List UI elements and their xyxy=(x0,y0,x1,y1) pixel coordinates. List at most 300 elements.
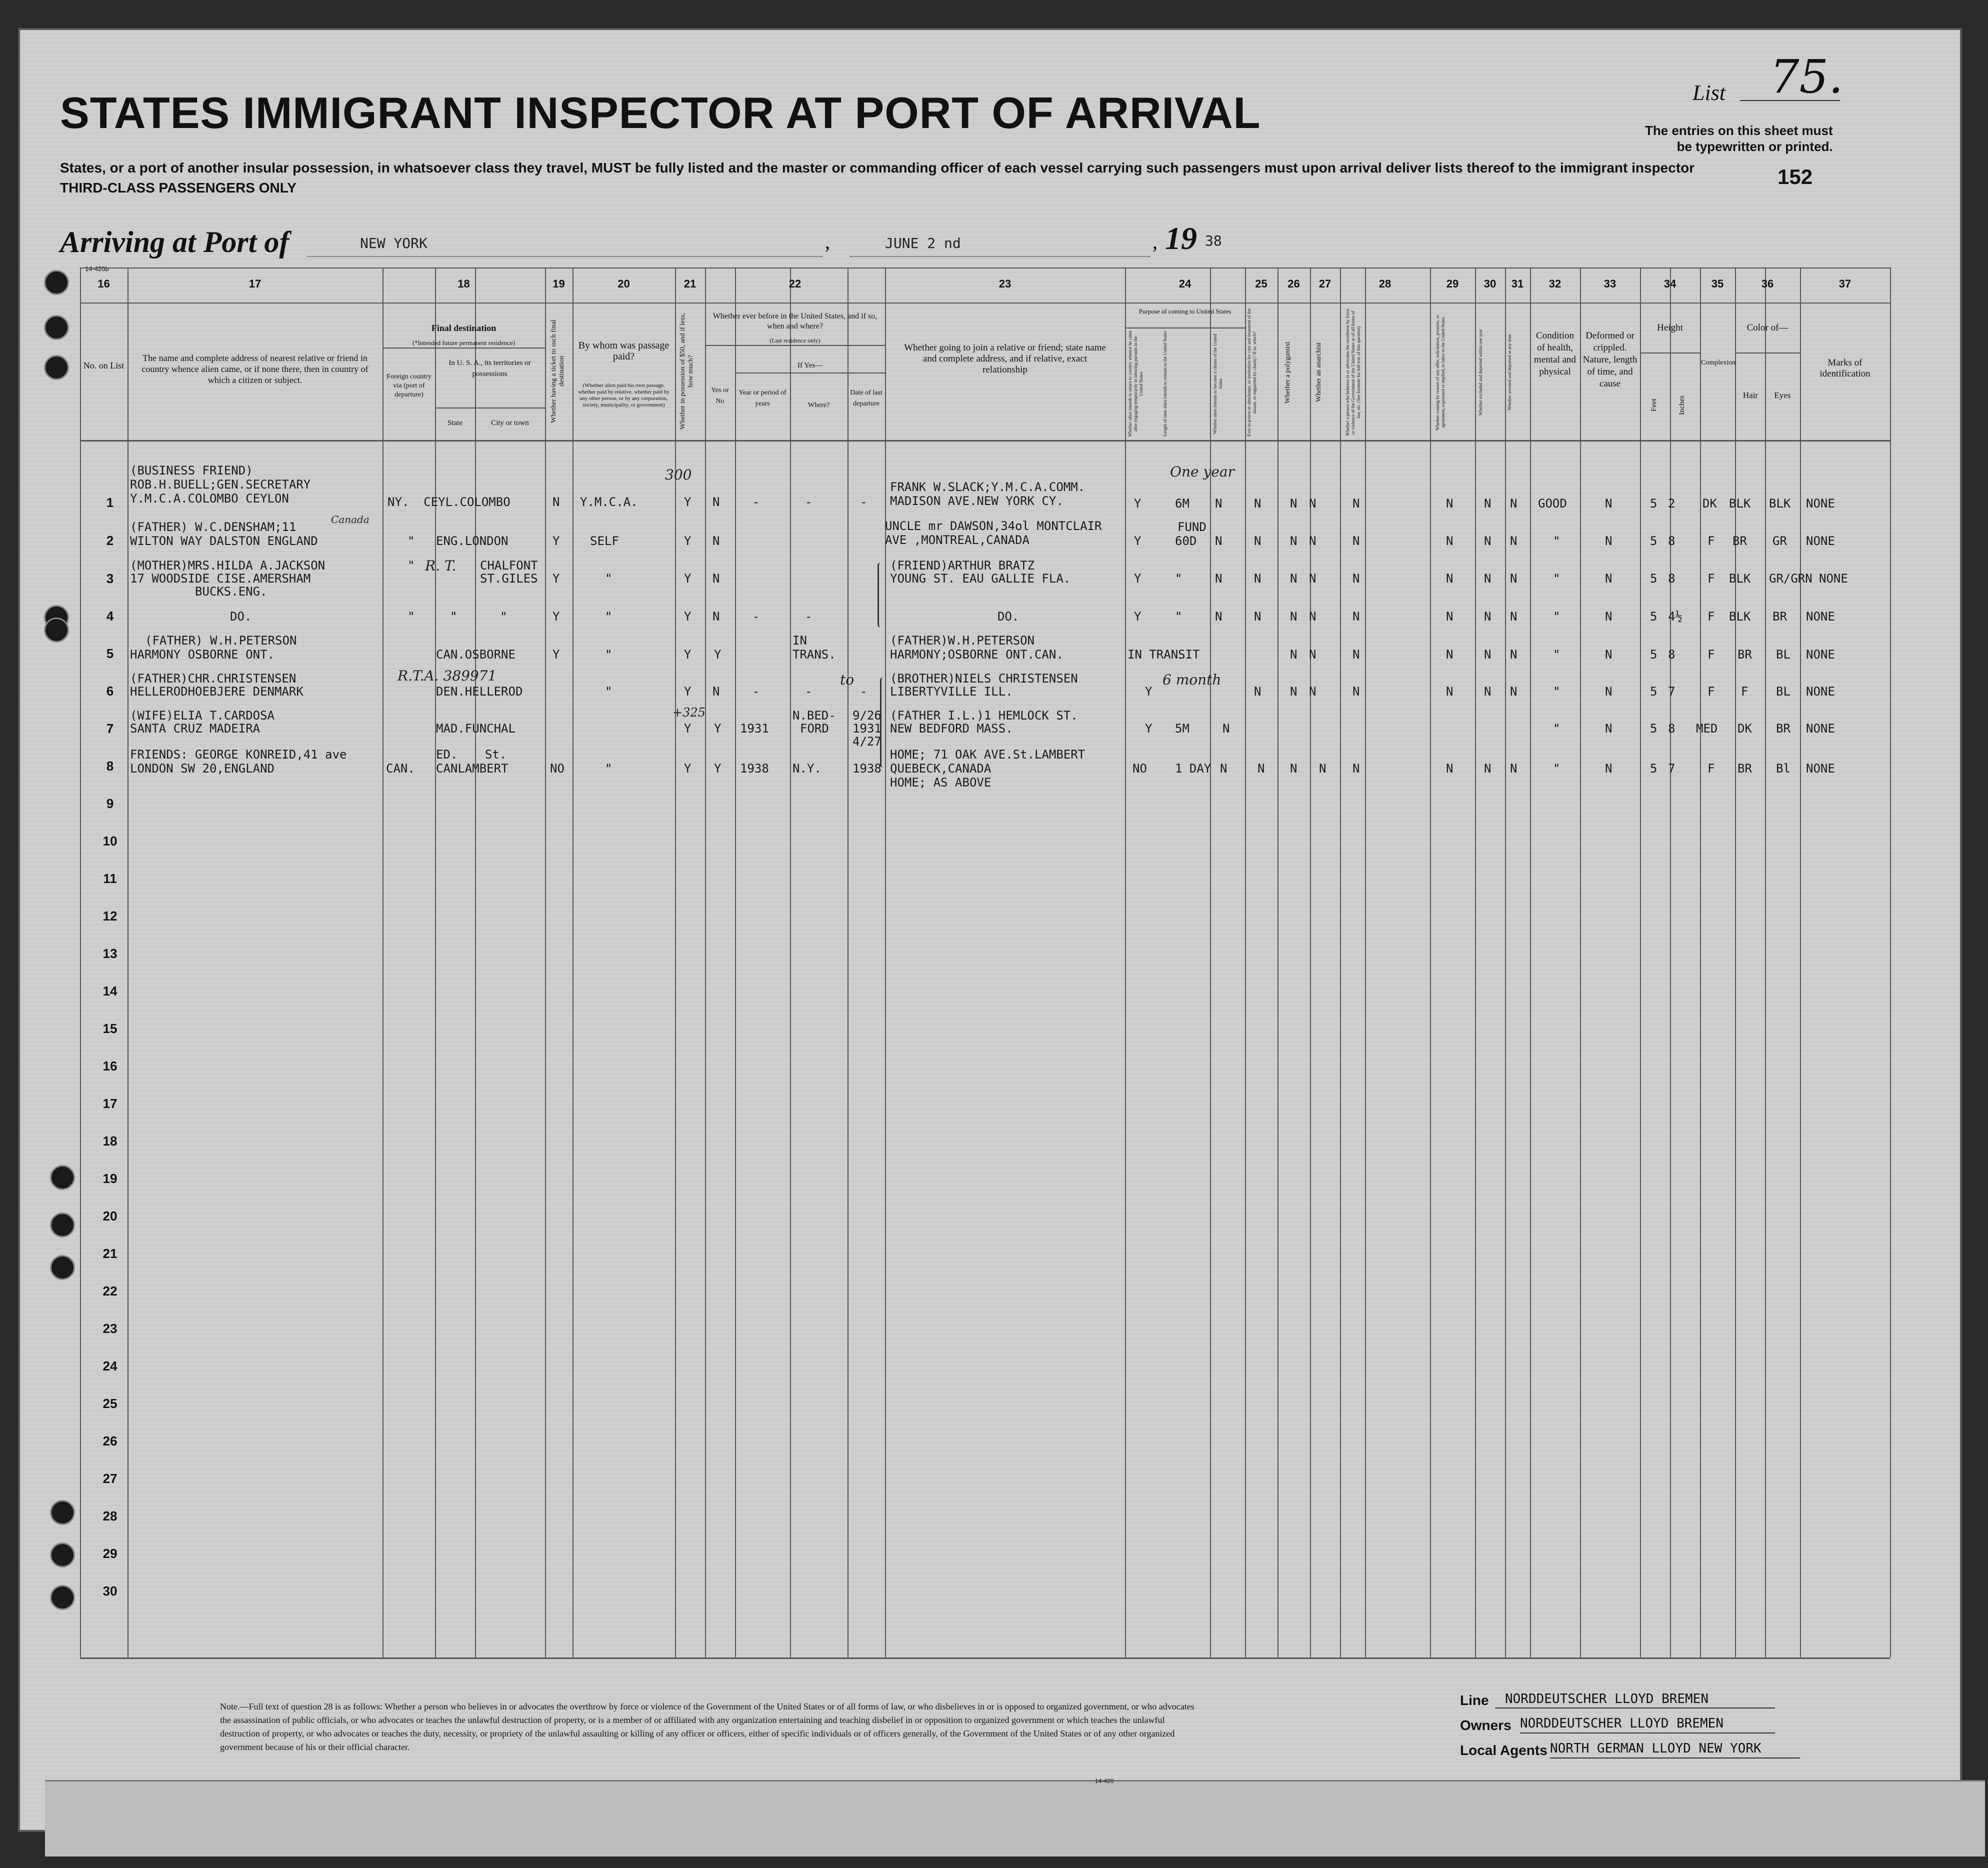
entry-text: 5 xyxy=(1650,610,1658,624)
colnum-16: 16 xyxy=(98,278,110,290)
form-number: 14-420 xyxy=(1095,1778,1114,1784)
entry-text: N xyxy=(1605,534,1612,548)
entry-text: DK xyxy=(1738,722,1752,736)
header-hair: Hair xyxy=(1742,390,1758,400)
entry-text: N xyxy=(1510,684,1518,698)
entry-text: - xyxy=(752,495,760,509)
entry-text: 1938 xyxy=(852,762,882,776)
list-label: List xyxy=(1692,80,1726,105)
entry-text: N xyxy=(1484,572,1492,586)
rule xyxy=(382,268,384,1658)
entry-text: N xyxy=(1215,496,1222,510)
entry-text: " xyxy=(1553,572,1560,586)
entry-text: NEW BEDFORD MASS. xyxy=(890,722,1013,736)
entry-text: LIBERTYVILLE ILL. xyxy=(890,684,1013,698)
entry-text: N xyxy=(1319,762,1326,776)
header-purpose-length: Length of time alien intends to remain in the United States xyxy=(1162,331,1168,436)
rule xyxy=(572,268,574,1658)
colnum-33: 33 xyxy=(1604,278,1616,290)
header-passage-note: (Whether alien paid his own passage, whether paid by relative, whether paid by any other person, or by any corporation, society, municipality, or government) xyxy=(578,382,670,408)
header-offer-labor: Whether coming by reason of any offer, solicitation, promise, or agreement, expressed or implied, to labor in the United States xyxy=(1435,314,1446,430)
entry-text: N xyxy=(1309,496,1316,510)
row-number: 3 xyxy=(106,571,114,586)
entry-text: 5M xyxy=(1175,722,1190,736)
entry-text: N xyxy=(712,495,720,509)
entry-text: BLK xyxy=(1769,496,1791,510)
underlying-sheets xyxy=(45,1780,1985,1856)
entry-text: Y xyxy=(552,610,560,624)
entry-text: N xyxy=(1290,762,1298,776)
entry-text: St. xyxy=(485,748,507,762)
entry-text: Y xyxy=(1145,722,1152,736)
entry-text: N xyxy=(1352,648,1360,662)
entry-text: BR xyxy=(1776,722,1790,736)
header-state: State xyxy=(448,419,462,427)
entry-text: N xyxy=(1484,762,1492,776)
header-polygamist: Whether a polygamist xyxy=(1284,342,1292,404)
entry-text: - xyxy=(752,610,760,624)
date-underline xyxy=(850,256,1150,257)
entry-text: BL xyxy=(1776,648,1790,662)
entry-text: YOUNG ST. EAU GALLIE FLA. xyxy=(890,572,1071,586)
entry-text: N xyxy=(1510,762,1518,776)
entry-text: DO. xyxy=(230,610,252,624)
class-line: THIRD-CLASS PASSENGERS ONLY xyxy=(60,180,296,196)
header-deformed: Deformed or crippled. Nature, length of time, and cause xyxy=(1582,330,1638,389)
entry-text: (BUSINESS FRIEND) xyxy=(130,464,253,478)
entry-text: 5 xyxy=(1650,722,1658,736)
colnum-19: 19 xyxy=(552,278,565,290)
colnum-25: 25 xyxy=(1255,278,1268,290)
header-if-yes: If Yes— xyxy=(797,362,822,370)
entry-text: N xyxy=(1352,496,1360,510)
row-number: 29 xyxy=(102,1546,118,1561)
entry-text: " xyxy=(605,684,612,698)
header-marks: Marks of identification xyxy=(1820,358,1870,379)
entry-text: N xyxy=(1510,572,1518,586)
entry-text: SELF xyxy=(590,534,619,548)
entry-text: ST.GILES xyxy=(480,572,538,586)
header-final-destination: Final destination xyxy=(431,323,496,333)
entry-text: NY. CEYL.COLOMBO xyxy=(388,495,510,509)
entry-text: Y xyxy=(1134,534,1142,548)
row-number: 1 xyxy=(106,495,114,510)
year-prefix: 19 xyxy=(1165,220,1197,256)
entry-text: " xyxy=(408,558,415,572)
entry-text: " xyxy=(605,648,612,662)
row-number: 11 xyxy=(103,871,117,886)
entry-text: (WIFE)ELIA T.CARDOSA xyxy=(130,708,274,722)
entry-text: N xyxy=(1510,534,1518,548)
entry-text: N xyxy=(1309,684,1316,698)
entry-handwritten: Canada xyxy=(331,514,370,526)
entry-text: BR xyxy=(1738,648,1752,662)
header-money: Whether in possession of $50, and if less, how much? xyxy=(679,313,694,430)
entry-text: BLK xyxy=(1729,496,1751,510)
entry-text: 5 xyxy=(1650,496,1658,510)
entry-text: 5 xyxy=(1650,534,1658,548)
header-health: Condition of health, mental and physical xyxy=(1534,330,1576,377)
header-color-of: Color of— xyxy=(1746,322,1788,333)
entry-text: N xyxy=(1290,572,1298,586)
entry-text: Y.M.C.A. xyxy=(580,495,638,509)
entry-text: F xyxy=(1708,762,1715,776)
header-height: Height xyxy=(1657,322,1683,333)
entry-text: 9/26 xyxy=(852,708,882,722)
rule xyxy=(1735,352,1800,354)
entry-text: IN TRANSIT xyxy=(1128,648,1200,662)
typewritten-note-1: The entries on this sheet must xyxy=(1645,123,1833,138)
colnum-21: 21 xyxy=(684,278,696,290)
sheet-number: 152 xyxy=(1778,165,1813,188)
entry-text: 8 xyxy=(1668,534,1676,548)
entry-text: N xyxy=(1254,496,1262,510)
rule xyxy=(790,268,791,1658)
entry-text: N xyxy=(1484,648,1492,662)
entry-text: 5 xyxy=(1650,648,1658,662)
entry-handwritten: to xyxy=(840,672,854,688)
header-year-period: Year or period of years xyxy=(738,389,786,408)
form-corner-code: 14-420b xyxy=(85,265,109,272)
entry-text: (FATHER)CHR.CHRISTENSEN xyxy=(130,672,296,686)
entry-text: CAN.OSBORNE xyxy=(436,648,516,662)
entry-text: F xyxy=(1708,534,1715,548)
entry-text: (FATHER)W.H.PETERSON xyxy=(890,634,1034,648)
rule xyxy=(885,268,886,1658)
header-eyes: Eyes xyxy=(1774,390,1791,400)
entry-text: FUND xyxy=(1178,520,1206,534)
row-number: 19 xyxy=(102,1171,118,1186)
header-foreign-country: Foreign country via (port of departure) xyxy=(386,373,432,398)
typewritten-note xyxy=(1645,122,1833,154)
row-number: 20 xyxy=(102,1208,118,1224)
entry-handwritten: 6 month xyxy=(1162,672,1222,688)
header-purpose-citizen: Whether alien intends to become a citizen of the United States xyxy=(1212,334,1223,434)
header-inches: Inches xyxy=(1678,395,1686,415)
header-no-on-list: No. on List xyxy=(83,360,124,370)
footnote-question-28: Note.—Full text of question 28 is as follows: Whether a person who believes in or advocates the overthrow by force or violence of the Government of the United States or of all forms of law, or who disbelieves in or is opposed to organized government, or who advocates the assassination of public officials, or who advocates or teaches the unlawful destruction of property, or is a member of or affiliated with any organization entertaining and teaching disbelief in or opposition to organized government or which teaches the unlawful destruction of property, or who advocates or teaches the duty, necessity, or propriety of the unlawful assaulting or killing of any officer or officers, either of specific individuals or of officers generally, of the Government of the United States or of any other organized government because of his or their official character. xyxy=(220,1702,1194,1752)
entry-text: Y xyxy=(1134,572,1142,586)
rule xyxy=(1125,268,1126,1658)
entry-text: N xyxy=(1309,648,1316,662)
rule xyxy=(1890,268,1891,1658)
entry-text: MAD.FUNCHAL xyxy=(436,722,516,736)
typewritten-note-2: be typewritten or printed. xyxy=(1676,139,1833,154)
entry-text: DK xyxy=(1702,496,1717,510)
entry-text: N xyxy=(1254,684,1262,698)
list-number: 75. xyxy=(1770,50,1844,104)
entry-text: Y xyxy=(552,572,560,586)
rule xyxy=(1640,268,1641,1658)
rule xyxy=(1640,352,1700,354)
entry-text: N xyxy=(1290,610,1298,624)
entry-text: N xyxy=(1510,610,1518,624)
entry-text: QUEBECK,CANADA xyxy=(890,762,992,776)
entry-text: N xyxy=(1352,762,1360,776)
rule xyxy=(1310,268,1311,1658)
entry-text: N xyxy=(1510,648,1518,662)
entry-text: 5 xyxy=(1650,762,1658,776)
entry-text: N xyxy=(1446,762,1454,776)
rule xyxy=(1765,268,1766,1658)
punch-hole xyxy=(44,618,69,642)
entry-text: F xyxy=(1741,684,1748,698)
entry-text: NONE xyxy=(1806,722,1835,736)
rule xyxy=(1700,268,1701,1658)
entry-text: HOME; 71 OAK AVE.St.LAMBERT xyxy=(890,748,1086,762)
entry-text: " xyxy=(408,534,415,548)
entry-text: NONE xyxy=(1806,762,1835,776)
rule xyxy=(1505,268,1506,1658)
row-number: 25 xyxy=(102,1396,118,1411)
row-number: 4 xyxy=(106,608,114,624)
entry-text: BR xyxy=(1732,534,1747,548)
instructions-line: States, or a port of another insular possession, in whatsoever class they travel, MUST be fully listed and the master or commanding officer of each vessel carrying such passengers must upon arrival deliver lists thereof to the immigrant inspector xyxy=(60,160,1695,176)
entry-text: Bl xyxy=(1776,762,1790,776)
row-number: 26 xyxy=(102,1434,118,1448)
entry-text: - xyxy=(805,610,812,624)
header-purpose: Purpose of coming to United States xyxy=(1138,308,1232,315)
entry-text: N xyxy=(1254,610,1262,624)
colnum-37: 37 xyxy=(1838,278,1852,290)
entry-text: Y xyxy=(684,610,692,624)
colnum-27: 27 xyxy=(1318,278,1332,290)
rule xyxy=(80,268,81,1658)
entry-text: ED. xyxy=(436,748,458,762)
entry-text: " xyxy=(605,610,612,624)
entry-text: " xyxy=(1553,534,1560,548)
entry-text: - xyxy=(860,684,868,698)
entry-text: DO. xyxy=(998,610,1020,624)
year-suffix: 38 xyxy=(1205,232,1222,249)
entry-text: HARMONY;OSBORNE ONT.CAN. xyxy=(890,648,1064,662)
header-city: City or town xyxy=(491,419,529,427)
entry-text: N xyxy=(712,572,720,586)
row-number: 24 xyxy=(102,1358,118,1374)
entry-text: (FRIEND)ARTHUR BRATZ xyxy=(890,558,1034,572)
entry-text: Y xyxy=(684,684,692,698)
row-number: 27 xyxy=(102,1471,118,1486)
entry-text: NONE xyxy=(1806,496,1835,510)
rule xyxy=(705,268,706,1658)
entry-text: MADISON AVE.NEW YORK CY. xyxy=(890,494,1064,508)
entry-text: ROB.H.BUELL;GEN.SECRETARY xyxy=(130,478,311,492)
colnum-26: 26 xyxy=(1288,278,1300,290)
header-anarchist: Whether an anarchist xyxy=(1315,342,1322,402)
row-number: 30 xyxy=(102,1584,118,1598)
entry-text: (FATHER) W.H.PETERSON xyxy=(145,634,297,648)
entry-text: " xyxy=(1175,572,1182,586)
entry-text: 5 xyxy=(1650,572,1658,586)
entry-text: N xyxy=(712,684,720,698)
entry-text: N xyxy=(1605,610,1612,624)
entry-handwritten: 300 xyxy=(665,466,692,483)
entry-text: Y xyxy=(684,572,692,586)
entry-text: HOME; AS ABOVE xyxy=(890,776,992,790)
entry-text: Y xyxy=(684,648,692,662)
rule xyxy=(1735,268,1736,1658)
colnum-36: 36 xyxy=(1761,278,1774,290)
port-underline xyxy=(308,256,822,257)
entry-text: Y xyxy=(714,762,722,776)
entry-text: N xyxy=(1290,684,1298,698)
entry-text: 1 DAY xyxy=(1175,762,1212,776)
row-number: 18 xyxy=(102,1134,118,1148)
comma: , xyxy=(825,230,830,253)
rule xyxy=(1245,268,1246,1658)
entry-text: N xyxy=(1446,684,1454,698)
punch-hole xyxy=(50,1212,75,1238)
entry-text: NONE xyxy=(1806,648,1835,662)
entry-text: 60D xyxy=(1175,534,1197,548)
entry-text: UNCLE mr DAWSON,34ol MONTCLAIR xyxy=(885,519,1102,533)
rule xyxy=(735,372,885,374)
entry-text: N xyxy=(1254,534,1262,548)
header-excluded: Whether excluded and deported within one year xyxy=(1478,329,1483,416)
entry-text: F xyxy=(1708,684,1715,698)
punch-hole xyxy=(44,270,69,295)
entry-text: N xyxy=(1446,496,1454,510)
entry-text: (BROTHER)NIELS CHRISTENSEN xyxy=(890,672,1078,686)
header-ever-before: Whether ever before in the United States, and if so, when and where? xyxy=(712,312,878,330)
arrival-port: NEW YORK xyxy=(360,235,428,252)
arrival-date: JUNE 2 nd xyxy=(885,235,961,252)
entry-handwritten: One year xyxy=(1170,464,1234,480)
colnum-17: 17 xyxy=(248,278,262,290)
row-number: 21 xyxy=(102,1246,118,1261)
entry-text: GR/GRN xyxy=(1769,572,1812,586)
entry-text: 17 WOODSIDE CISE.AMERSHAM xyxy=(130,572,311,586)
entry-text: N xyxy=(1215,534,1222,548)
header-passage-paid: By whom was passage paid? xyxy=(578,340,670,362)
entry-text: " xyxy=(1553,684,1560,698)
arriving-label: Arriving at Port of xyxy=(60,226,290,258)
row-number: 14 xyxy=(102,984,118,998)
entry-text: N xyxy=(1484,496,1492,510)
rule xyxy=(1670,268,1671,1658)
entry-text: N xyxy=(1290,534,1298,548)
entry-text: " xyxy=(1553,762,1560,776)
row-number: 2 xyxy=(106,533,114,548)
row-number: 17 xyxy=(102,1096,118,1111)
entry-text: N xyxy=(712,610,720,624)
row-number: 9 xyxy=(106,796,114,811)
entry-text: N xyxy=(1484,684,1492,698)
entry-text: N xyxy=(1605,684,1612,698)
colnum-34: 34 xyxy=(1664,278,1676,290)
entry-text: N xyxy=(1215,572,1222,586)
entry-text: N xyxy=(1352,572,1360,586)
entry-text: N xyxy=(1446,572,1454,586)
entry-handwritten: +325 xyxy=(672,706,706,720)
entry-text: - xyxy=(860,495,868,509)
entry-text: N xyxy=(1254,572,1262,586)
header-feet: Feet xyxy=(1650,398,1658,412)
rule xyxy=(735,268,736,1658)
rule xyxy=(80,302,1890,304)
punch-hole xyxy=(44,355,69,380)
header-ever-before-note: (Last residence only) xyxy=(770,337,820,344)
colnum-22: 22 xyxy=(788,278,802,290)
entry-text: N.BED- xyxy=(792,708,836,722)
owners-label: Owners xyxy=(1460,1718,1512,1733)
entry-text: Y xyxy=(552,534,560,548)
entry-text: BR xyxy=(1738,762,1752,776)
rule xyxy=(475,268,476,1658)
rule xyxy=(80,1658,1890,1659)
entry-text: F xyxy=(1708,610,1715,624)
entry-text: NONE xyxy=(1806,610,1835,624)
entry-text: NONE xyxy=(1806,684,1835,698)
entry-text: CANLAMBERT xyxy=(436,762,508,776)
entry-text: " xyxy=(1175,610,1182,624)
entry-text: " xyxy=(605,572,612,586)
entry-text: TRANS. xyxy=(792,648,836,662)
entry-text: N xyxy=(1352,610,1360,624)
entry-text: BR xyxy=(1772,610,1787,624)
entry-text: (FATHER) W.C.DENSHAM;11 xyxy=(130,520,296,534)
entry-text: Y xyxy=(1134,610,1142,624)
entry-text: NONE xyxy=(1819,572,1848,586)
entry-text: N xyxy=(1309,610,1316,624)
colnum-29: 29 xyxy=(1446,278,1459,290)
entry-handwritten: R.T.A. 389971 xyxy=(398,668,497,684)
entry-text: N xyxy=(1446,610,1454,624)
rule xyxy=(1475,268,1476,1658)
colnum-24: 24 xyxy=(1178,278,1192,290)
entry-text: " xyxy=(1553,610,1560,624)
entry-text: HELLERODHOEBJERE DENMARK xyxy=(130,684,304,698)
rule xyxy=(705,345,885,346)
entry-text: 6M xyxy=(1175,496,1190,510)
entry-text: - xyxy=(752,684,760,698)
entry-text: N xyxy=(1290,648,1298,662)
rule xyxy=(1430,268,1431,1658)
entry-text: NO xyxy=(1132,762,1147,776)
colnum-23: 23 xyxy=(998,278,1012,290)
entry-text: 1938 xyxy=(740,762,769,776)
entry-text: FRANK W.SLACK;Y.M.C.A.COMM. xyxy=(890,480,1086,494)
header-purpose-return: Whether alien intends to return to country whence he came after engaging temporarily in laboring pursuits in the United States xyxy=(1128,330,1144,437)
entry-text: N xyxy=(1605,762,1612,776)
header-last-departure: Date of last departure xyxy=(850,389,882,408)
entry-text: N xyxy=(1484,610,1492,624)
entry-text: " xyxy=(500,610,508,624)
entry-text: F xyxy=(1708,648,1715,662)
entry-text: N xyxy=(1352,684,1360,698)
row-number: 5 xyxy=(106,646,114,661)
entry-text: BLK xyxy=(1729,610,1751,624)
row-number: 7 xyxy=(106,721,114,736)
row-number: 12 xyxy=(102,908,118,924)
entry-text: FRIENDS: GEORGE KONREID,41 ave xyxy=(130,748,347,762)
entry-text: N xyxy=(1605,648,1612,662)
entry-text: MED xyxy=(1696,722,1718,736)
header-arrested: Whether arrested and deported at any time xyxy=(1507,334,1512,411)
header-final-destination-note: (*Intended future permanent residence) xyxy=(412,339,516,346)
colnum-32: 32 xyxy=(1548,278,1562,290)
colnum-28: 28 xyxy=(1378,278,1392,290)
agents-value: NORTH GERMAN LLOYD NEW YORK xyxy=(1550,1741,1762,1756)
bracket xyxy=(878,562,885,628)
colnum-35: 35 xyxy=(1711,278,1724,290)
entry-text: ENG.LONDON xyxy=(436,534,508,548)
entry-text: N xyxy=(1258,762,1265,776)
entry-text: 4½ xyxy=(1668,610,1682,624)
colnum-18: 18 xyxy=(458,278,470,290)
entry-text: NONE xyxy=(1806,534,1835,548)
row-number: 13 xyxy=(102,946,118,961)
